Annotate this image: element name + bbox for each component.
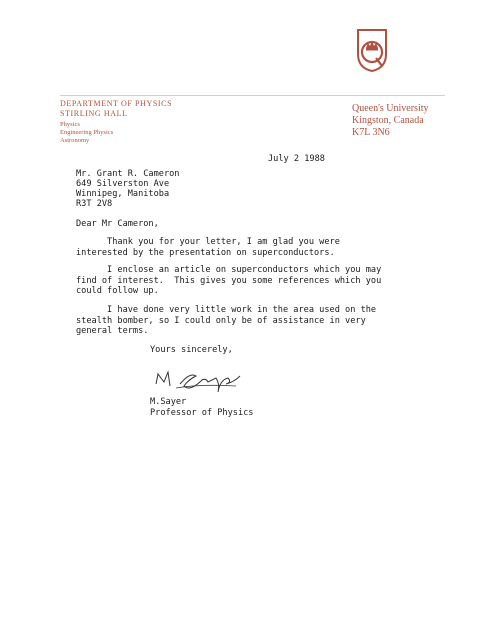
building-name: STIRLING HALL [60, 109, 128, 118]
university-city: Kingston, Canada [352, 115, 424, 126]
body-line: stealth bomber, so I could only be of assistance in very [76, 315, 366, 326]
recipient-line: Winnipeg, Manitoba [76, 189, 170, 199]
division-engineering-physics: Engineering Physics [60, 129, 114, 136]
recipient-address [76, 169, 179, 209]
body-paragraph-3 [76, 305, 376, 337]
division-physics: Physics [60, 121, 80, 128]
recipient-line: R3T 2V8 [76, 199, 113, 209]
body-line: general terms. [76, 326, 149, 336]
division-astronomy: Astronomy [60, 137, 90, 144]
queens-crest-icon [356, 28, 388, 72]
body-line: could follow up. [76, 286, 159, 296]
handwritten-signature [150, 366, 248, 400]
signature-block [150, 397, 253, 418]
closing: Yours sincerely, [150, 345, 233, 355]
salutation: Dear Mr Cameron, [76, 219, 159, 229]
recipient-line: Mr. Grant R. Cameron [76, 169, 180, 179]
letter-date: July 2 1988 [268, 154, 325, 164]
signer-name: M.Sayer [150, 397, 187, 407]
body-paragraph-2 [76, 265, 381, 297]
department-name: DEPARTMENT OF PHYSICS [60, 99, 173, 108]
signer-title: Professor of Physics [150, 407, 254, 418]
body-line: Thank you for your letter, I am glad you were [76, 237, 340, 247]
letterhead-department-block [60, 99, 172, 145]
university-postal: K7L 3N6 [352, 127, 390, 138]
body-line: I enclose an article on superconductors which you may [76, 265, 382, 275]
body-line: interested by the presentation on superconductors. [76, 247, 335, 258]
body-line: I have done very little work in the area used on the [76, 305, 377, 315]
university-name: Queen's University [352, 103, 429, 114]
letterhead-rule [60, 95, 445, 96]
letterhead-address-block [352, 103, 429, 139]
body-line: find of interest. This gives you some references which you [76, 275, 382, 286]
recipient-line: 649 Silverston Ave [76, 179, 170, 189]
body-paragraph-1 [76, 237, 340, 258]
